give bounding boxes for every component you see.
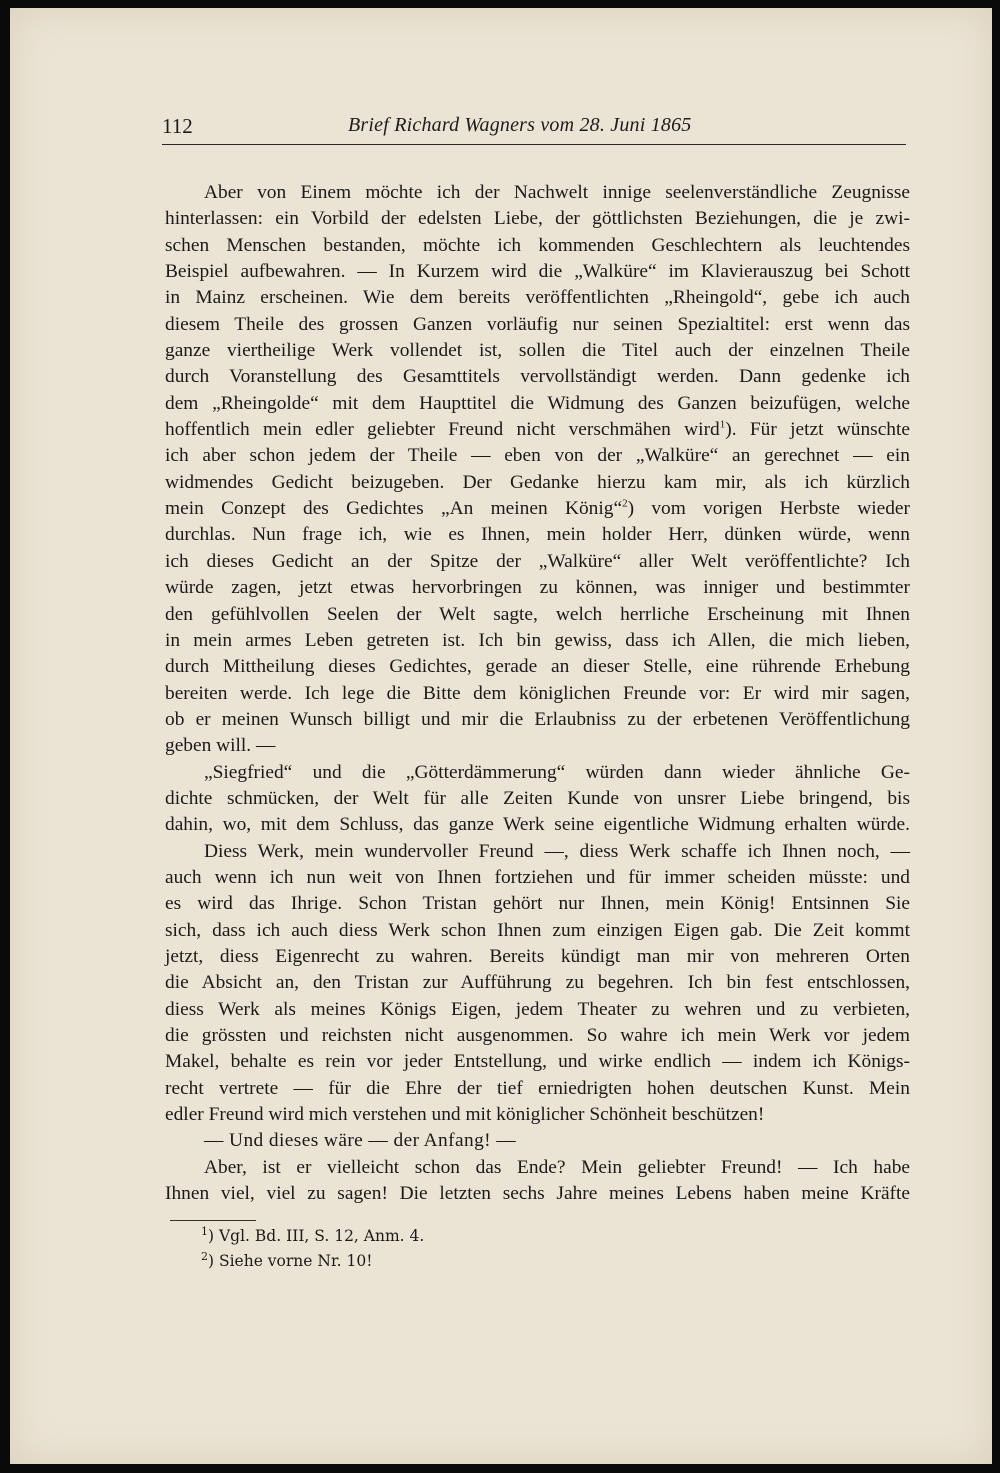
footnote-text: ) Siehe vorne Nr. 10! (208, 1252, 373, 1270)
text-line: in mein armes Leben getreten ist. Ich bin gewiss, dass ich Allen, die mich lieben, (165, 629, 910, 651)
text-line: „Siegfried“ und die „Götterdämmerung“ würden dann wieder ähnliche Ge- (204, 761, 910, 783)
footnote-marker: 1 (719, 418, 726, 431)
running-title: Brief Richard Wagners vom 28. Juni 1865 (348, 114, 692, 136)
text-line: edler Freund wird mich verstehen und mit königlicher Schönheit beschützen! (165, 1104, 765, 1126)
text-line (165, 417, 910, 443)
text-line: Ihnen viel, viel zu sagen! Die letzten sechs Jahre meines Lebens haben meine Kräfte (165, 1183, 910, 1205)
text-line: auch wenn ich nun weit von Ihnen fortziehen und für immer scheiden müsste: und (165, 866, 910, 888)
text-line: durch Mittheilung dieses Gedichtes, gerade an dieser Stelle, eine rührende Erhebung (165, 656, 910, 678)
text-line: Diess Werk, mein wundervoller Freund —, diess Werk schaffe ich Ihnen noch, — (204, 840, 910, 862)
text-line: durchlas. Nun frage ich, wie es Ihnen, mein holder Herr, dünken würde, wenn (165, 524, 910, 546)
text-fragment: ) vom vorigen Herbste wieder (627, 498, 910, 520)
text-line: recht vertrete — für die Ehre der tief erniedrigten hohen deutschen Kunst. Mein (165, 1077, 910, 1099)
text-line: geben will. — (165, 735, 276, 757)
text-line: dem „Rheingolde“ mit dem Haupttitel die Widmung des Ganzen beizufügen, welche (165, 392, 910, 414)
text-line: hinterlassen: ein Vorbild der edelsten Liebe, der göttlichsten Beziehungen, die je zwi- (165, 208, 910, 230)
footnote-number: 2 (201, 1249, 208, 1263)
text-line: schen Menschen bestanden, möchte ich kommenden Geschlechtern als leuchtendes (165, 234, 910, 256)
text-line: dichte schmücken, der Welt für alle Zeiten Kunde von unsrer Liebe bringend, bis (165, 787, 910, 809)
text-line: sich, dass ich auch diess Werk schon Ihnen zum einzigen Eigen gab. Die Zeit kommt (165, 919, 910, 941)
text-line: durch Voranstellung des Gesamttitels vervollständigt werden. Dann gedenke ich (165, 366, 910, 388)
text-line: ob er meinen Wunsch billigt und mir die Erlaubniss zu der erbetenen Veröffentlichung (165, 708, 910, 730)
text-fragment: ). Für jetzt wünschte (725, 419, 910, 441)
text-fragment: mein Conzept des Gedichtes „An meinen König“ (165, 498, 623, 520)
book-page (10, 8, 992, 1464)
text-line: ich dieses Gedicht an der Spitze der „Walküre“ aller Welt veröffentlichte? Ich (165, 550, 910, 572)
text-line: diesem Theile des grossen Ganzen vorläufig nur seinen Spezialtitel: erst wenn das (165, 313, 910, 335)
footnote-text: ) Vgl. Bd. III, S. 12, Anm. 4. (208, 1227, 425, 1245)
text-line (165, 496, 910, 522)
text-line: diess Werk als meines Königs Eigen, jedem Theater zu wehren und zu verbieten, (165, 998, 910, 1020)
footnote-number: 1 (201, 1224, 208, 1238)
page-number: 112 (162, 114, 193, 138)
text-line: Beispiel aufbewahren. — In Kurzem wird die „Walküre“ im Klavierauszug bei Schott (165, 261, 910, 283)
text-line: es wird das Ihrige. Schon Tristan gehört nur Ihnen, mein König! Entsinnen Sie (165, 893, 910, 915)
text-line: ganze viertheilige Werk vollendet ist, sollen die Titel auch der einzelnen Theile (165, 340, 910, 362)
text-line: den gefühlvollen Seelen der Welt sagte, welch herrliche Erscheinung mit Ihnen (165, 603, 910, 625)
text-line: ich aber schon jedem der Theile — eben von der „Walküre“ an gerechnet — ein (165, 445, 910, 467)
text-line: — Und dieses wäre — der Anfang! — (204, 1130, 517, 1152)
text-line: widmendes Gedicht beizugeben. Der Gedanke hierzu kam mir, als ich kürzlich (165, 471, 910, 493)
text-line: bereiten werde. Ich lege die Bitte dem königlichen Freunde vor: Er wird mir sagen, (165, 682, 910, 704)
footnote-2 (201, 1249, 424, 1274)
text-line: die Absicht an, den Tristan zur Aufführung zu begehren. Ich bin fest entschlossen, (165, 972, 910, 994)
text-line: jetzt, diess Eigenrecht zu wahren. Bereits kündigt man mir von mehreren Orten (165, 945, 910, 967)
text-line: Makel, behalte es rein vor jeder Entstellung, und wirke endlich — indem ich Königs- (165, 1051, 910, 1073)
footnote-marker: 2 (622, 497, 628, 510)
footnote-1 (201, 1224, 424, 1249)
footnote-divider (170, 1220, 256, 1221)
text-line: würde zagen, jetzt etwas hervorbringen zu können, was inniger und bestimmter (165, 577, 910, 599)
footnotes (201, 1224, 424, 1274)
letter-text (165, 180, 910, 1207)
text-line: dahin, wo, mit dem Schluss, das ganze Werk seine eigentliche Widmung erhalten würde. (165, 814, 910, 836)
text-fragment: hoffentlich mein edler geliebter Freund nicht verschmähen wird (165, 419, 720, 441)
text-line: die grössten und reichsten nicht ausgenommen. So wahre ich mein Werk vor jedem (165, 1025, 910, 1046)
text-line: Aber, ist er vielleicht schon das Ende? Mein geliebter Freund! — Ich habe (204, 1156, 910, 1178)
text-line: in Mainz erscheinen. Wie dem bereits veröffentlichten „Rheingold“, gebe ich auch (165, 287, 910, 309)
text-line: Aber von Einem möchte ich der Nachwelt innige seelenverständliche Zeugnisse (204, 182, 910, 203)
page-header (162, 108, 906, 145)
